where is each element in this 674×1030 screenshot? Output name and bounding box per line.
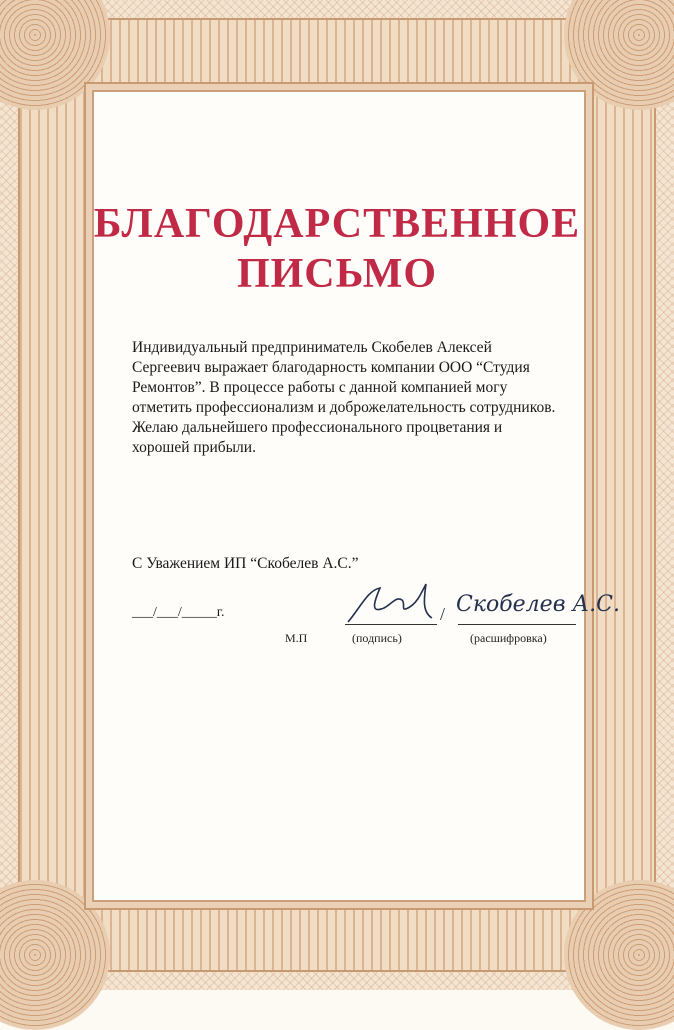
decryption-label: (расшифровка) <box>470 631 547 645</box>
date-field: ___/___/_____г. <box>132 605 225 620</box>
separator-slash: / <box>440 604 446 624</box>
letter-title-line2: ПИСЬМО <box>236 251 438 297</box>
letter-body: Индивидуальный предприниматель Скобелев Алексей Сергеевич выражает благодарность компании ООО “Студия Ремонтов”. В процессе работы с данной компанией могу отметить профессионализм и доброжелательность сотрудников. Желаю дальнейшего профессионального процветания и хорошей прибыли. <box>132 339 556 456</box>
handwritten-name: Скобелев А.С. <box>456 592 620 617</box>
handwritten-signature <box>340 578 440 628</box>
signature-label: (подпись) <box>352 631 402 645</box>
signature-line <box>345 624 437 625</box>
letter-title: БЛАГОДАРСТВЕННОЕ <box>93 201 581 247</box>
stamp-label: М.П <box>285 631 308 645</box>
decryption-line <box>458 624 576 625</box>
regards-line: С Уважением ИП “Скобелев А.С.” <box>132 555 359 572</box>
